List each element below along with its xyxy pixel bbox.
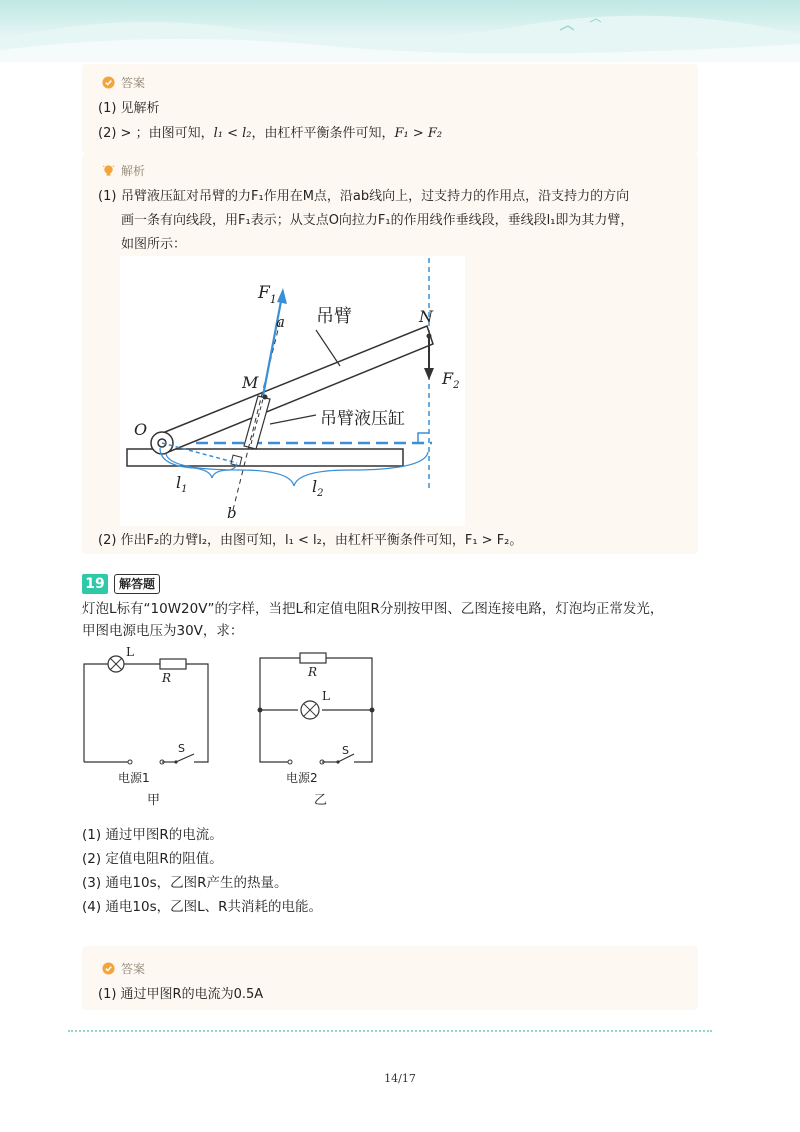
answer-line-2 bbox=[98, 125, 442, 143]
yi-caption: 乙 bbox=[314, 793, 328, 808]
question-number-badge: 19 bbox=[82, 574, 108, 594]
answer-line-1: (1) 见解析 bbox=[98, 101, 160, 116]
page-number: 14/17 bbox=[384, 1072, 416, 1085]
sub-question-3: (3) 通电10s，乙图R产生的热量。 bbox=[82, 875, 288, 891]
analysis-tag bbox=[102, 162, 145, 179]
right-angle-mark-n bbox=[418, 433, 429, 443]
label-f2: $F_2$ bbox=[442, 369, 460, 391]
label-o: O bbox=[134, 420, 148, 439]
answer-2-line-1: (1) 通过甲图R的电流为0.5A bbox=[98, 987, 264, 1002]
jia-resistor bbox=[160, 659, 186, 669]
label-a: a bbox=[276, 313, 285, 331]
sub-question-1: (1) 通过甲图R的电流。 bbox=[82, 827, 223, 843]
f1-arrow bbox=[263, 296, 282, 396]
lightbulb-icon bbox=[102, 164, 115, 177]
answer-tag bbox=[102, 74, 145, 91]
point-m bbox=[263, 395, 268, 400]
sub-question-2: (2) 定值电阻R的阻值。 bbox=[82, 851, 223, 867]
jia-wire bbox=[84, 664, 208, 762]
label-b: b bbox=[227, 504, 237, 522]
f1-arrow-head bbox=[277, 288, 287, 304]
jia-label-resistor: R bbox=[162, 671, 172, 685]
check-badge-icon bbox=[102, 76, 115, 89]
f2-arrow-head bbox=[424, 368, 434, 380]
section-divider bbox=[68, 1030, 712, 1032]
yi-resistor bbox=[300, 653, 326, 663]
sub-question-4: (4) 通电10s，乙图L、R共消耗的电能。 bbox=[82, 899, 323, 915]
answer-line-2-math-2: F₁ > F₂ bbox=[394, 126, 443, 141]
question-stem-line-2: 甲图电源电压为30V，求： bbox=[82, 623, 244, 639]
cylinder-leader bbox=[270, 415, 316, 424]
yi-label-resistor: R bbox=[308, 665, 318, 679]
analysis-p1-number: (1) bbox=[98, 189, 117, 204]
analysis-p2: (2) 作出F₂的力臂l₂，由图可知，l₁ < l₂，由杠杆平衡条件可知，F₁ > F₂。 bbox=[98, 533, 523, 548]
label-cylinder: 吊臂液压缸 bbox=[320, 409, 405, 429]
label-m: M bbox=[242, 373, 259, 392]
label-arm: 吊臂 bbox=[316, 306, 352, 327]
yi-label-switch: S bbox=[342, 744, 349, 757]
circuit-yi bbox=[250, 644, 390, 814]
answer-line-2-math-1: l₁ < l₂ bbox=[213, 126, 252, 141]
jia-caption: 甲 bbox=[147, 793, 161, 808]
crane-arm-figure bbox=[120, 256, 465, 526]
label-n: N bbox=[419, 307, 433, 326]
question-type-badge: 解答题 bbox=[114, 574, 160, 594]
jia-label-lamp: L bbox=[126, 645, 134, 659]
answer-line-2-pre: (2) > ；由图可知， bbox=[98, 126, 214, 141]
check-badge-icon bbox=[102, 962, 115, 975]
answer-tag-label: 答案 bbox=[121, 76, 146, 90]
analysis-tag-label: 解析 bbox=[121, 164, 146, 178]
question-stem-line-1: 灯泡L标有“10W20V”的字样，当把L和定值电阻R分别按甲图、乙图连接电路，灯泡均正常发光， bbox=[82, 601, 664, 617]
answer-line-2-mid: ，由杠杆平衡条件可知， bbox=[251, 126, 395, 141]
yi-terminal-left bbox=[288, 760, 292, 764]
jia-label-switch: S bbox=[178, 742, 185, 755]
header-decoration bbox=[0, 0, 800, 62]
crane-arm bbox=[160, 326, 433, 453]
jia-terminal-left bbox=[128, 760, 132, 764]
label-l2: $l_2$ bbox=[312, 477, 324, 499]
jia-label-source: 电源1 bbox=[118, 771, 150, 785]
analysis-p1-line-1: 吊臂液压缸对吊臂的力F₁作用在M点，沿ab线向上，过支持力的作用点，沿支持力的方向 bbox=[121, 189, 630, 204]
answer-tag-2 bbox=[102, 960, 145, 977]
circuit-jia bbox=[76, 644, 216, 814]
jia-switch bbox=[176, 754, 194, 762]
analysis-p1-line-3: 如图所示： bbox=[121, 237, 187, 252]
answer-tag-2-label: 答案 bbox=[121, 962, 146, 976]
yi-junction-left bbox=[258, 708, 263, 713]
label-f1: $F_1$ bbox=[258, 283, 277, 306]
yi-junction-right bbox=[370, 708, 375, 713]
analysis-p1-line-2: 画一条有向线段，用F₁表示；从支点O向拉力F₁的作用线作垂线段，垂线段l₁即为其力臂， bbox=[121, 213, 634, 228]
yi-label-lamp: L bbox=[322, 689, 330, 703]
arm-leader bbox=[316, 330, 340, 366]
label-l1: $l_1$ bbox=[176, 473, 188, 495]
yi-label-source: 电源2 bbox=[286, 771, 318, 785]
